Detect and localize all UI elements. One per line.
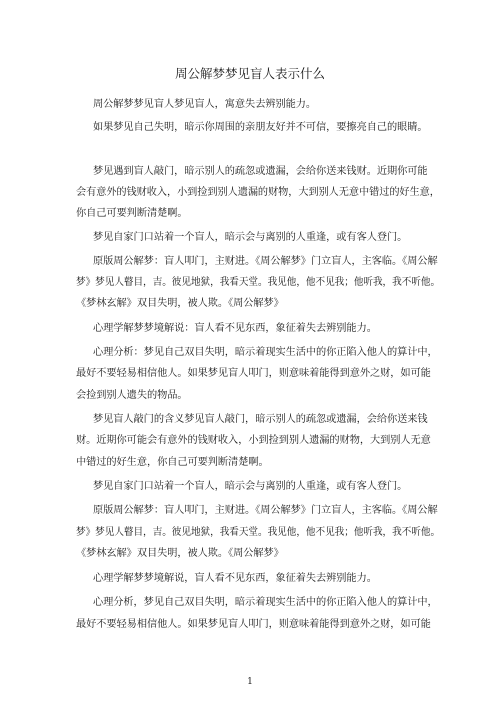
text-line: 如果梦见自己失明，暗示你周围的亲朋友好并不可信，要擦亮自己的眼睛。	[93, 122, 428, 133]
text-line: 心理学解梦梦境解说：盲人看不见东西，象征着失去辨别能力。	[93, 323, 377, 334]
text-line: 财。近期你可能会有意外的钱财收入，小到捡到别人遗漏的财物，大到别人无意	[76, 435, 431, 446]
text-line: 最好不要轻易相信他人。如果梦见盲人叩门，则意味着能得到意外之财，如可能	[76, 619, 431, 630]
text-line: 中错过的好生意，你自己可要判断清楚啊。	[76, 457, 269, 468]
text-line: 梦》梦见人瞽目，吉。彼见地狱，我看天堂。我见他，他不见我；他听我，我不听他。	[76, 277, 441, 288]
text-line: 会有意外的钱财收入，小到捡到别人遗漏的财物，大到别人无意中错过的好生意，	[76, 187, 440, 198]
text-line: 原版周公解梦：盲人叩门，主财进。《周公解梦》门立盲人，主客临。《周公解	[93, 256, 438, 267]
document-title: 周公解梦梦见盲人表示什么	[174, 66, 325, 81]
text-line: 心理分析：梦见自己双目失明，暗示着现实生活中的你正陷入他人的算计中，	[93, 347, 438, 358]
text-line: 最好不要轻易相信他人。如果梦见盲人叩门，则意味着能得到意外之财，如可能	[76, 368, 431, 379]
text-line: 原版周公解梦：盲人叩门，主财进。《周公解梦》门立盲人，主客临。《周公解	[93, 505, 438, 516]
text-line: 你自己可要判断清楚啊。	[76, 208, 188, 219]
text-line: 梦》梦见人瞽目，吉。彼见地狱，我看天堂。我见他，他不见我；他听我，我不听他。	[76, 527, 441, 538]
text-line: 梦见自家门口站着一个盲人，暗示会与离别的人重逢，或有客人登门。	[93, 481, 408, 492]
page-number: 1	[247, 677, 253, 687]
text-line: 梦见自家门口站着一个盲人，暗示会与离别的人重逢，或有客人登门。	[93, 232, 408, 243]
text-line: 心理学解梦梦境解说，盲人看不见东西，象征着失去辨别能力。	[93, 573, 377, 584]
text-line: 梦见盲人敲门的含义梦见盲人敲门，暗示别人的疏忽或遗漏，会给你送来钱	[93, 414, 428, 425]
text-line: 《梦林玄解》双目失明，被人欺。《周公解梦》	[76, 298, 284, 309]
text-line: 《梦林玄解》双目失明，被人欺。《周公解梦》	[76, 548, 284, 559]
text-line: 周公解梦梦见盲人梦见盲人，寓意失去辨别能力。	[93, 99, 317, 110]
text-line: 梦见遇到盲人敲门，暗示别人的疏忽或遗漏，会给你送来钱财。近期你可能	[93, 166, 428, 177]
text-line: 心理分析，梦见自己双目失明，暗示着现实生活中的你正陷入他人的算计中，	[93, 597, 438, 608]
text-line: 会捡到别人遗失的物品。	[76, 390, 188, 401]
